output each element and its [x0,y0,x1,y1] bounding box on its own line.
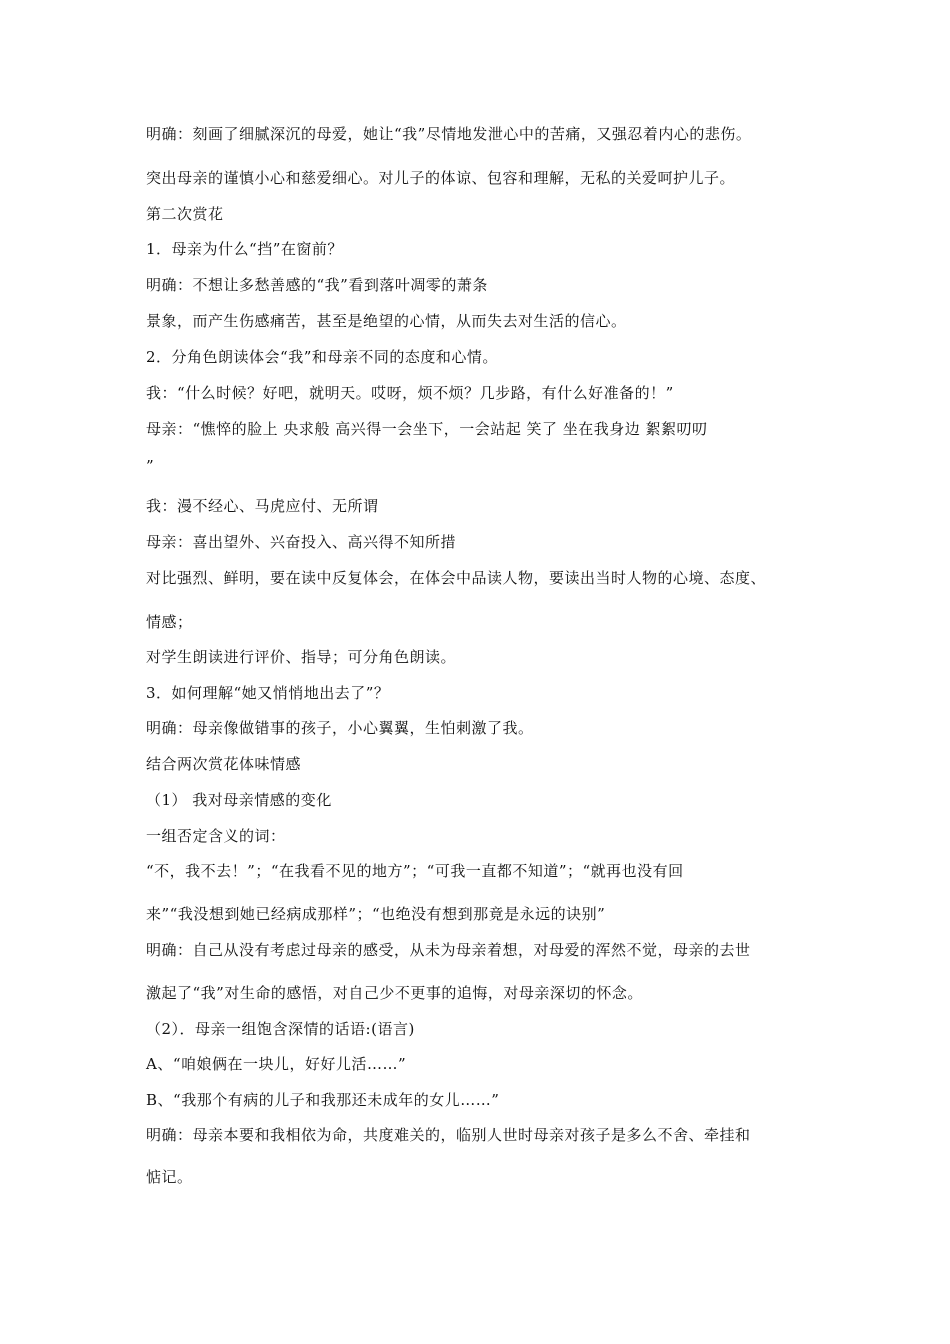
text-line: 我：漫不经心、马虎应付、无所谓 [146,497,379,515]
text-line: （2）．母亲一组饱含深情的话语:(语言) [146,1020,415,1038]
question-line: 2．分角色朗读体会“我”和母亲不同的态度和心情。 [146,348,498,366]
text-line: 明确：母亲像做错事的孩子，小心翼翼，生怕刺激了我。 [146,719,534,737]
question-line: 1．母亲为什么“挡”在窗前？ [146,240,343,258]
section-heading: 结合两次赏花体味情感 [146,755,302,773]
section-heading: 第二次赏花 [146,205,224,223]
text-line: 情感； [146,613,193,631]
text-line: 景象，而产生伤感痛苦，甚至是绝望的心情，从而失去对生活的信心。 [146,312,627,330]
text-line: 对学生朗读进行评价、指导；可分角色朗读。 [146,648,457,666]
dialogue-line: 我：“什么时候？好吧，就明天。哎呀，烦不烦？几步路，有什么好准备的！” [146,384,674,402]
text-line: （1） 我对母亲情感的变化 [146,791,332,809]
question-line: 3．如何理解“她又悄悄地出去了”？ [146,684,390,702]
text-line: “不，我不去！”；“在我看不见的地方”；“可我一直都不知道”；“就再也没有回 [146,862,684,880]
text-line: 明确：母亲本要和我相依为命，共度难关的，临别人世时母亲对孩子是多么不舍、牵挂和 [146,1126,751,1144]
text-line: 母亲：喜出望外、兴奋投入、高兴得不知所措 [146,533,457,551]
text-line: B、“我那个有病的儿子和我那还未成年的女儿……” [146,1091,500,1109]
text-line: 明确：自己从没有考虑过母亲的感受，从未为母亲着想，对母爱的浑然不觉，母亲的去世 [146,941,751,959]
text-line: 对比强烈、鲜明，要在读中反复体会，在体会中品读人物，要读出当时人物的心境、态度、 [146,569,767,587]
text-line: ” [146,457,155,475]
text-line: 惦记。 [146,1168,193,1186]
text-line: 明确：刻画了细腻深沉的母爱，她让“我”尽情地发泄心中的苦痛，又强忍着内心的悲伤。 [146,125,752,143]
text-line: A、“咱娘俩在一块儿，好好儿活……” [146,1055,407,1073]
text-line: 来”“我没想到她已经病成那样”；“也绝没有想到那竟是永远的诀别” [146,905,606,923]
text-line: 明确：不想让多愁善感的“我”看到落叶凋零的萧条 [146,276,488,294]
text-line: 一组否定含义的词： [146,827,286,845]
text-line: 激起了“我”对生命的感悟，对自己少不更事的追悔，对母亲深切的怀念。 [146,984,643,1002]
dialogue-line: 母亲：“憔悴的脸上 央求般 高兴得一会坐下，一会站起 笑了 坐在我身边 絮絮叨叨 [146,420,708,438]
text-line: 突出母亲的谨慎小心和慈爱细心。对儿子的体谅、包容和理解，无私的关爱呵护儿子。 [146,169,736,187]
